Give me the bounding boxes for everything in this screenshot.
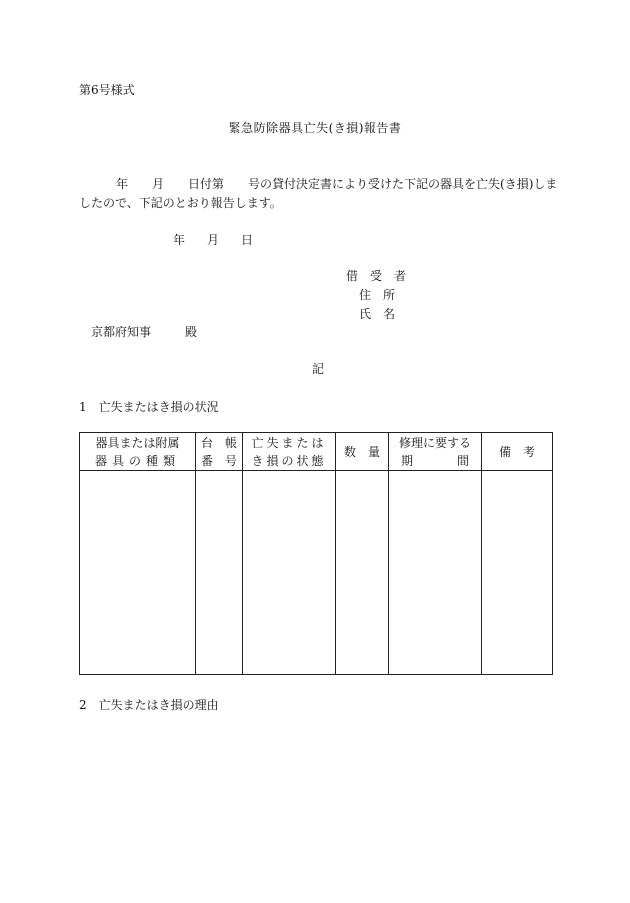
header-repair-period-line2 xyxy=(389,452,481,470)
cell-ledger-number[interactable] xyxy=(196,471,243,675)
borrower-label: 借 受 者 xyxy=(346,269,407,283)
address-label: 住 所 xyxy=(359,288,396,302)
status-table xyxy=(79,432,553,675)
body-line-2: したので、下記のとおり報告します。 xyxy=(79,196,282,210)
header-loss-state xyxy=(243,433,336,471)
header-equipment-type-line2: 器具の種類 xyxy=(94,453,180,468)
cell-quantity[interactable] xyxy=(336,471,389,675)
table-row xyxy=(80,471,553,675)
header-repair-period-ki: 期 xyxy=(401,453,414,468)
addressee-honorific: 殿 xyxy=(185,325,198,339)
header-repair-period xyxy=(389,433,482,471)
date-line xyxy=(173,234,275,246)
body-date-ref: 日付第 xyxy=(188,177,225,191)
date-day: 日 xyxy=(241,233,254,247)
header-equipment-type xyxy=(80,433,196,471)
body-year: 年 xyxy=(116,177,129,191)
header-loss-state-line1: 亡失または xyxy=(251,435,327,450)
addressee xyxy=(91,326,197,338)
section-1-heading: 1 亡失またはき損の状況 xyxy=(79,400,219,414)
body-month: 月 xyxy=(152,177,165,191)
cell-remarks[interactable] xyxy=(482,471,553,675)
cell-loss-state[interactable] xyxy=(243,471,336,675)
table-header-row xyxy=(80,433,553,471)
ki-marker: 記 xyxy=(311,362,324,376)
date-year: 年 xyxy=(173,233,186,247)
header-remarks: 備 考 xyxy=(482,433,553,471)
header-ledger-number xyxy=(196,433,243,471)
header-repair-period-line1: 修理に要する xyxy=(398,435,471,450)
header-ledger-number-line2: 番 号 xyxy=(200,453,237,468)
addressee-governor: 京都府知事 xyxy=(91,325,152,339)
body-line-1 xyxy=(116,178,557,190)
header-quantity: 数 量 xyxy=(336,433,389,471)
cell-repair-period[interactable] xyxy=(389,471,482,675)
name-label: 氏 名 xyxy=(359,307,396,321)
header-repair-period-kan: 間 xyxy=(456,453,469,468)
document-title: 緊急防除器具亡失(き損)報告書 xyxy=(228,121,402,135)
section-2-heading: 2 亡失またはき損の理由 xyxy=(79,698,219,712)
cell-equipment-type[interactable] xyxy=(80,471,196,675)
date-month: 月 xyxy=(207,233,220,247)
header-ledger-number-line1: 台 帳 xyxy=(200,435,237,450)
form-number: 第6号様式 xyxy=(79,83,135,97)
header-loss-state-line2: き損の状態 xyxy=(251,453,327,468)
header-equipment-type-line1: 器具または附属 xyxy=(95,435,180,450)
body-rest: 号の貸付決定書により受けた下記の器具を亡失(き損)しま xyxy=(248,177,558,191)
